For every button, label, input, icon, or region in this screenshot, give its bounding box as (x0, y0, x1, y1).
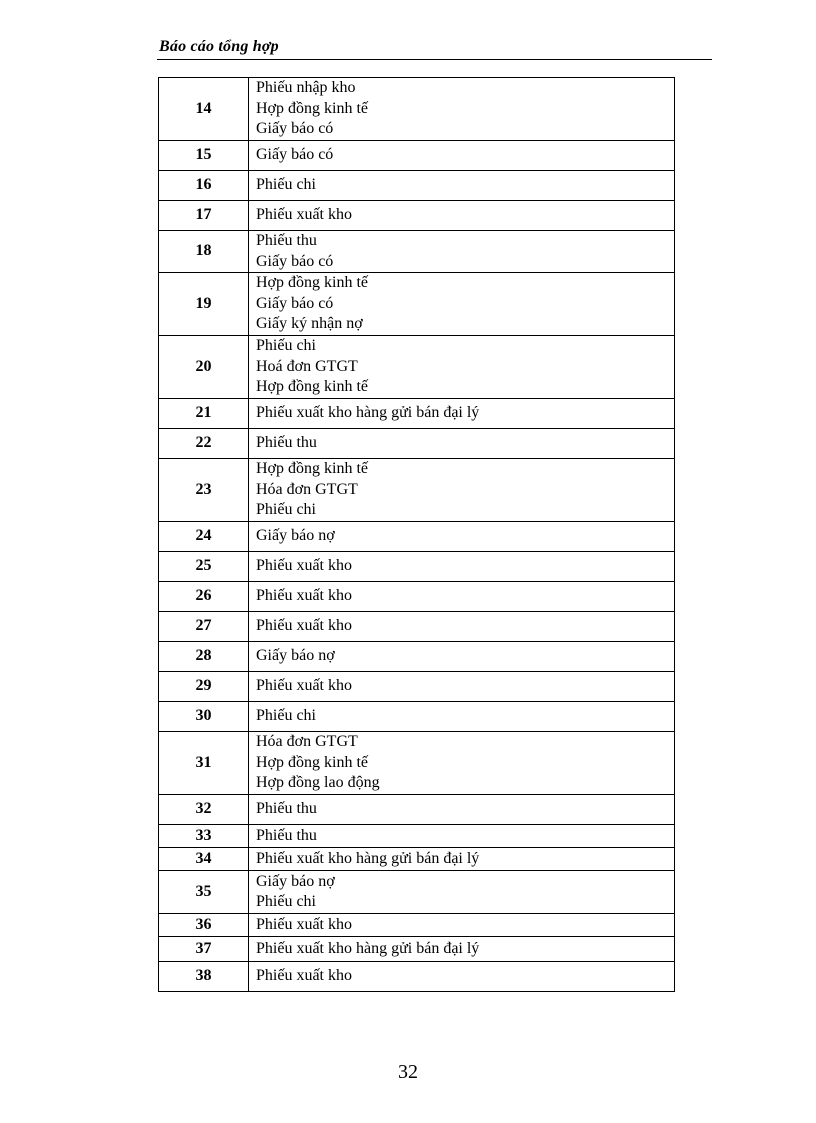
document-name: Phiếu chi (256, 707, 316, 725)
document-list-cell (249, 795, 675, 825)
document-name: Phiếu thu (256, 232, 317, 249)
document-name: Giấy báo có (256, 294, 334, 312)
table-row (159, 612, 675, 642)
row-number: 36 (159, 914, 249, 937)
document-name: Hợp đồng kinh tế (256, 378, 369, 396)
document-name: Phiếu xuất kho (256, 677, 352, 695)
document-name: Phiếu xuất kho (256, 617, 352, 635)
document-name: Giấy báo nợ (256, 527, 335, 545)
document-name: Hóa đơn GTGT (256, 733, 358, 751)
table-row (159, 795, 675, 825)
document-list-cell (249, 522, 675, 552)
row-number: 25 (159, 552, 249, 582)
header-title: Báo cáo tổng hợp (159, 38, 279, 55)
table-row (159, 336, 675, 399)
table-row (159, 429, 675, 459)
document-name: Phiếu xuất kho (256, 557, 352, 575)
document-list-cell (249, 429, 675, 459)
document-name: Giấy báo nợ (256, 647, 335, 665)
row-number: 19 (159, 273, 249, 336)
table-row (159, 171, 675, 201)
row-number: 26 (159, 582, 249, 612)
document-list-cell (249, 962, 675, 992)
document-list-cell (249, 582, 675, 612)
row-number: 17 (159, 201, 249, 231)
document-name: Giấy báo có (256, 252, 334, 270)
table-row (159, 459, 675, 522)
row-number: 27 (159, 612, 249, 642)
table-row (159, 552, 675, 582)
table-row (159, 141, 675, 171)
document-list-cell (249, 732, 675, 795)
document-name: Phiếu chi (256, 501, 316, 519)
document-name: Phiếu chi (256, 337, 316, 355)
table-row (159, 201, 675, 231)
document-name: Phiếu xuất kho hàng gửi bán đại lý (256, 404, 480, 422)
document-name: Phiếu xuất kho (256, 915, 352, 933)
row-number: 31 (159, 732, 249, 795)
table-row (159, 825, 675, 848)
document-list-cell (249, 399, 675, 429)
row-number: 32 (159, 795, 249, 825)
document-table-body (159, 78, 675, 992)
page-number: 32 (398, 1061, 418, 1083)
table-row (159, 702, 675, 732)
document-name: Phiếu chi (256, 893, 316, 910)
document-list-cell (249, 848, 675, 871)
table-row (159, 962, 675, 992)
row-number: 22 (159, 429, 249, 459)
table-row (159, 672, 675, 702)
document-name: Hợp đồng kinh tế (256, 753, 369, 771)
table-row (159, 937, 675, 962)
document-table (158, 77, 675, 992)
document-name: Phiếu xuất kho (256, 967, 352, 985)
document-name: Giấy báo có (256, 120, 334, 138)
table-row (159, 914, 675, 937)
document-name: Phiếu xuất kho hàng gửi bán đại lý (256, 849, 480, 867)
document-list-cell (249, 612, 675, 642)
row-number: 24 (159, 522, 249, 552)
document-name: Phiếu chi (256, 176, 316, 194)
row-number: 16 (159, 171, 249, 201)
document-list-cell (249, 78, 675, 141)
document-list-cell (249, 552, 675, 582)
table-row (159, 871, 675, 914)
table-row (159, 522, 675, 552)
document-name: Phiếu thu (256, 826, 317, 844)
row-number: 35 (159, 871, 249, 914)
document-name: Giấy ký nhận nợ (256, 315, 363, 333)
document-list-cell (249, 141, 675, 171)
document-list-cell (249, 672, 675, 702)
table-row (159, 273, 675, 336)
table-row (159, 78, 675, 141)
document-name: Phiếu thu (256, 800, 317, 818)
row-number: 37 (159, 937, 249, 962)
document-list-cell (249, 273, 675, 336)
row-number: 23 (159, 459, 249, 522)
document-name: Hóa đơn GTGT (256, 480, 358, 498)
document-name: Hợp đồng kinh tế (256, 99, 369, 117)
row-number: 38 (159, 962, 249, 992)
document-name: Giấy báo nợ (256, 872, 335, 890)
row-number: 33 (159, 825, 249, 848)
document-list-cell (249, 937, 675, 962)
document-name: Phiếu xuất kho (256, 587, 352, 605)
document-name: Giấy báo có (256, 146, 334, 164)
document-name: Phiếu thu (256, 434, 317, 452)
table-row (159, 642, 675, 672)
header-divider (157, 59, 712, 60)
row-number: 28 (159, 642, 249, 672)
document-list-cell (249, 871, 675, 914)
document-list-cell (249, 702, 675, 732)
table-row (159, 582, 675, 612)
document-list-cell (249, 642, 675, 672)
document-list-cell (249, 914, 675, 937)
row-number: 30 (159, 702, 249, 732)
document-name: Hợp đồng kinh tế (256, 274, 369, 292)
document-name: Phiếu xuất kho (256, 206, 352, 224)
table-row (159, 231, 675, 273)
document-list-cell (249, 171, 675, 201)
document-name: Hợp đồng kinh tế (256, 460, 369, 478)
row-number: 20 (159, 336, 249, 399)
row-number: 14 (159, 78, 249, 141)
row-number: 34 (159, 848, 249, 871)
document-name: Hoá đơn GTGT (256, 357, 358, 375)
document-list-cell (249, 336, 675, 399)
row-number: 15 (159, 141, 249, 171)
table-row (159, 399, 675, 429)
document-name: Phiếu nhập kho (256, 79, 356, 97)
row-number: 21 (159, 399, 249, 429)
document-list-cell (249, 459, 675, 522)
document-list-cell (249, 201, 675, 231)
row-number: 18 (159, 231, 249, 273)
table-row (159, 848, 675, 871)
table-row (159, 732, 675, 795)
document-list-cell (249, 825, 675, 848)
document-name: Hợp đồng lao động (256, 774, 380, 792)
row-number: 29 (159, 672, 249, 702)
document-list-cell (249, 231, 675, 273)
document-name: Phiếu xuất kho hàng gửi bán đại lý (256, 939, 480, 957)
